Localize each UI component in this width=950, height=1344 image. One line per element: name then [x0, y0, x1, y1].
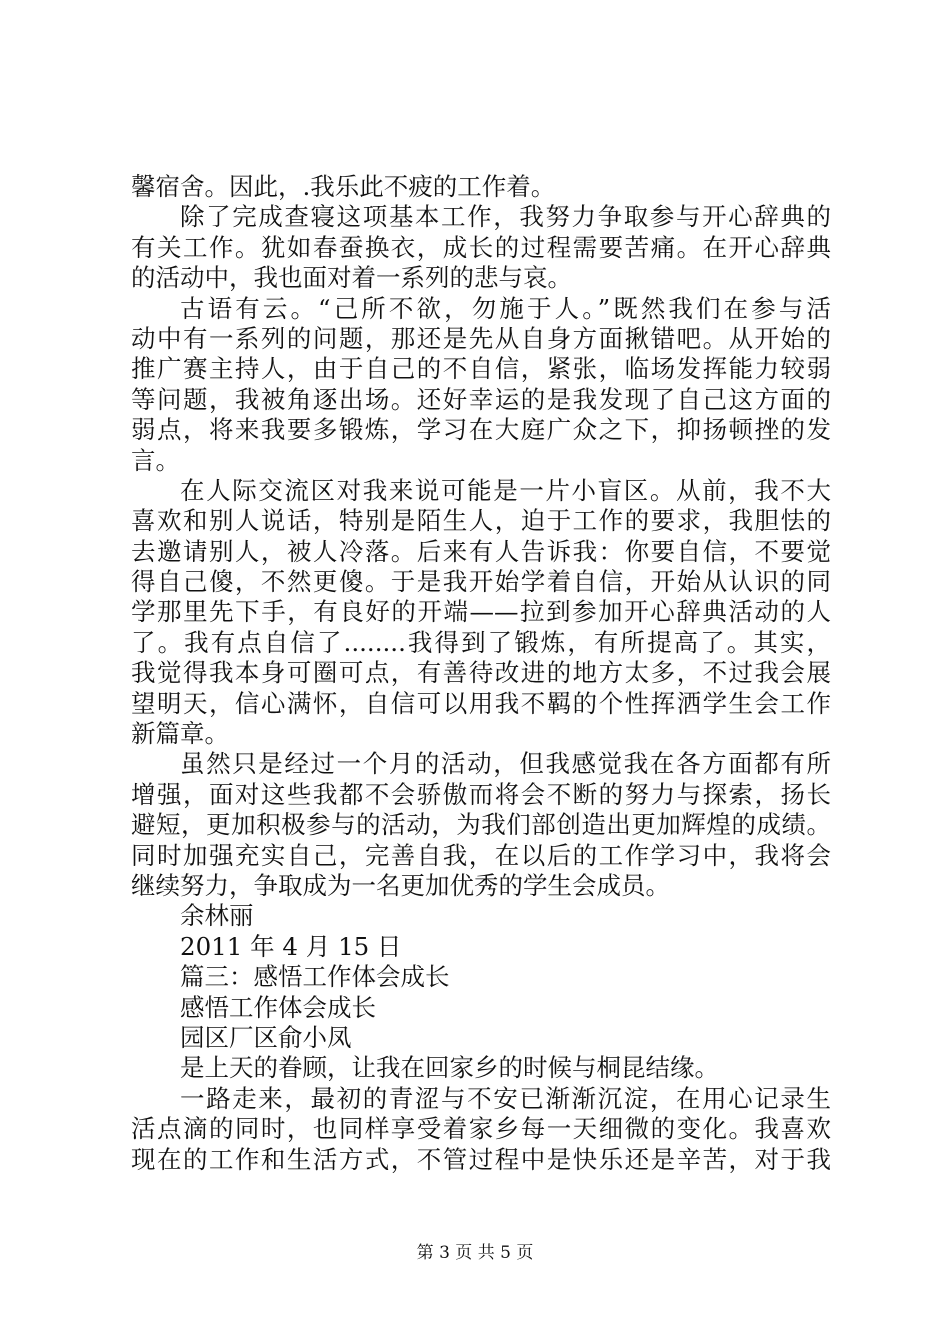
text-line: 虽然只是经过一个月的活动，但我感觉我在各方面都有所	[180, 749, 831, 779]
text-line: 同时加强充实自己，完善自我，在以后的工作学习中，我将会	[131, 840, 831, 870]
text-line: 除了完成查寝这项基本工作，我努力争取参与开心辞典的	[180, 202, 831, 232]
text-line: 在人际交流区对我来说可能是一片小盲区。从前，我不大	[180, 475, 831, 505]
text-line: 言。	[131, 445, 180, 475]
text-line: 弱点，将来我要多锻炼，学习在大庭广众之下，抑扬顿挫的发	[131, 415, 831, 445]
text-line: 推广赛主持人，由于自己的不自信，紧张，临场发挥能力较弱	[131, 354, 831, 384]
page-footer: 第 3 页 共 5 页	[416, 1243, 534, 1263]
text-line: 喜欢和别人说话，特别是陌生人，迫于工作的要求，我胆怯的	[131, 506, 831, 536]
text-line: 馨宿舍。因此，.我乐此不疲的工作着。	[131, 172, 556, 201]
text-line: 继续努力，争取成为一名更加优秀的学生会成员。	[131, 870, 670, 900]
text-line: 篇三：感悟工作体会成长	[180, 962, 450, 992]
text-line: 得自己傻，不然更傻。于是我开始学着自信，开始从认识的同	[131, 567, 831, 597]
text-line: 古语有云。“己所不欲，勿施于人。”既然我们在参与活	[180, 293, 831, 323]
text-line: 等问题，我被角逐出场。还好幸运的是我发现了自己这方面的	[131, 384, 831, 414]
text-line: 现在的工作和生活方式，不管过程中是快乐还是辛苦，对于我	[131, 1144, 831, 1174]
text-line: 增强，面对这些我都不会骄傲而将会不断的努力与探索，扬长	[131, 779, 831, 809]
text-line: 动中有一系列的问题，那还是先从自身方面揪错吧。从开始的	[131, 323, 831, 353]
text-line: 望明天，信心满怀，自信可以用我不羁的个性挥洒学生会工作	[131, 688, 831, 718]
text-line: 感悟工作体会成长	[180, 992, 376, 1022]
text-line: 避短，更加积极参与的活动，为我们部创造出更加辉煌的成绩。	[131, 810, 831, 840]
text-line: 园区厂区俞小凤	[180, 1022, 352, 1052]
text-line: 是上天的眷顾，让我在回家乡的时候与桐昆结缘。	[180, 1053, 719, 1083]
text-line: 新篇章。	[131, 719, 229, 749]
text-line: 一路走来，最初的青涩与不安已渐渐沉淀，在用心记录生	[180, 1083, 831, 1113]
text-line: 学那里先下手，有良好的开端——拉到参加开心辞典活动的人	[131, 597, 831, 627]
body-text	[131, 172, 831, 1175]
text-line: 我觉得我本身可圈可点，有善待改进的地方太多，不过我会展	[131, 658, 831, 688]
text-line: 2011 年 4 月 15 日	[180, 931, 402, 961]
text-line: 余林丽	[180, 901, 254, 931]
text-line: 有关工作。犹如春蚕换衣，成长的过程需要苦痛。在开心辞典	[131, 232, 831, 262]
text-line: 的活动中，我也面对着一系列的悲与哀。	[131, 263, 572, 293]
text-line: 去邀请别人，被人冷落。后来有人告诉我：你要自信，不要觉	[131, 536, 831, 566]
text-line: 活点滴的同时，也同样享受着家乡每一天细微的变化。我喜欢	[131, 1114, 831, 1144]
text-line: 了。我有点自信了........我得到了锻炼，有所提高了。其实，	[131, 627, 831, 657]
